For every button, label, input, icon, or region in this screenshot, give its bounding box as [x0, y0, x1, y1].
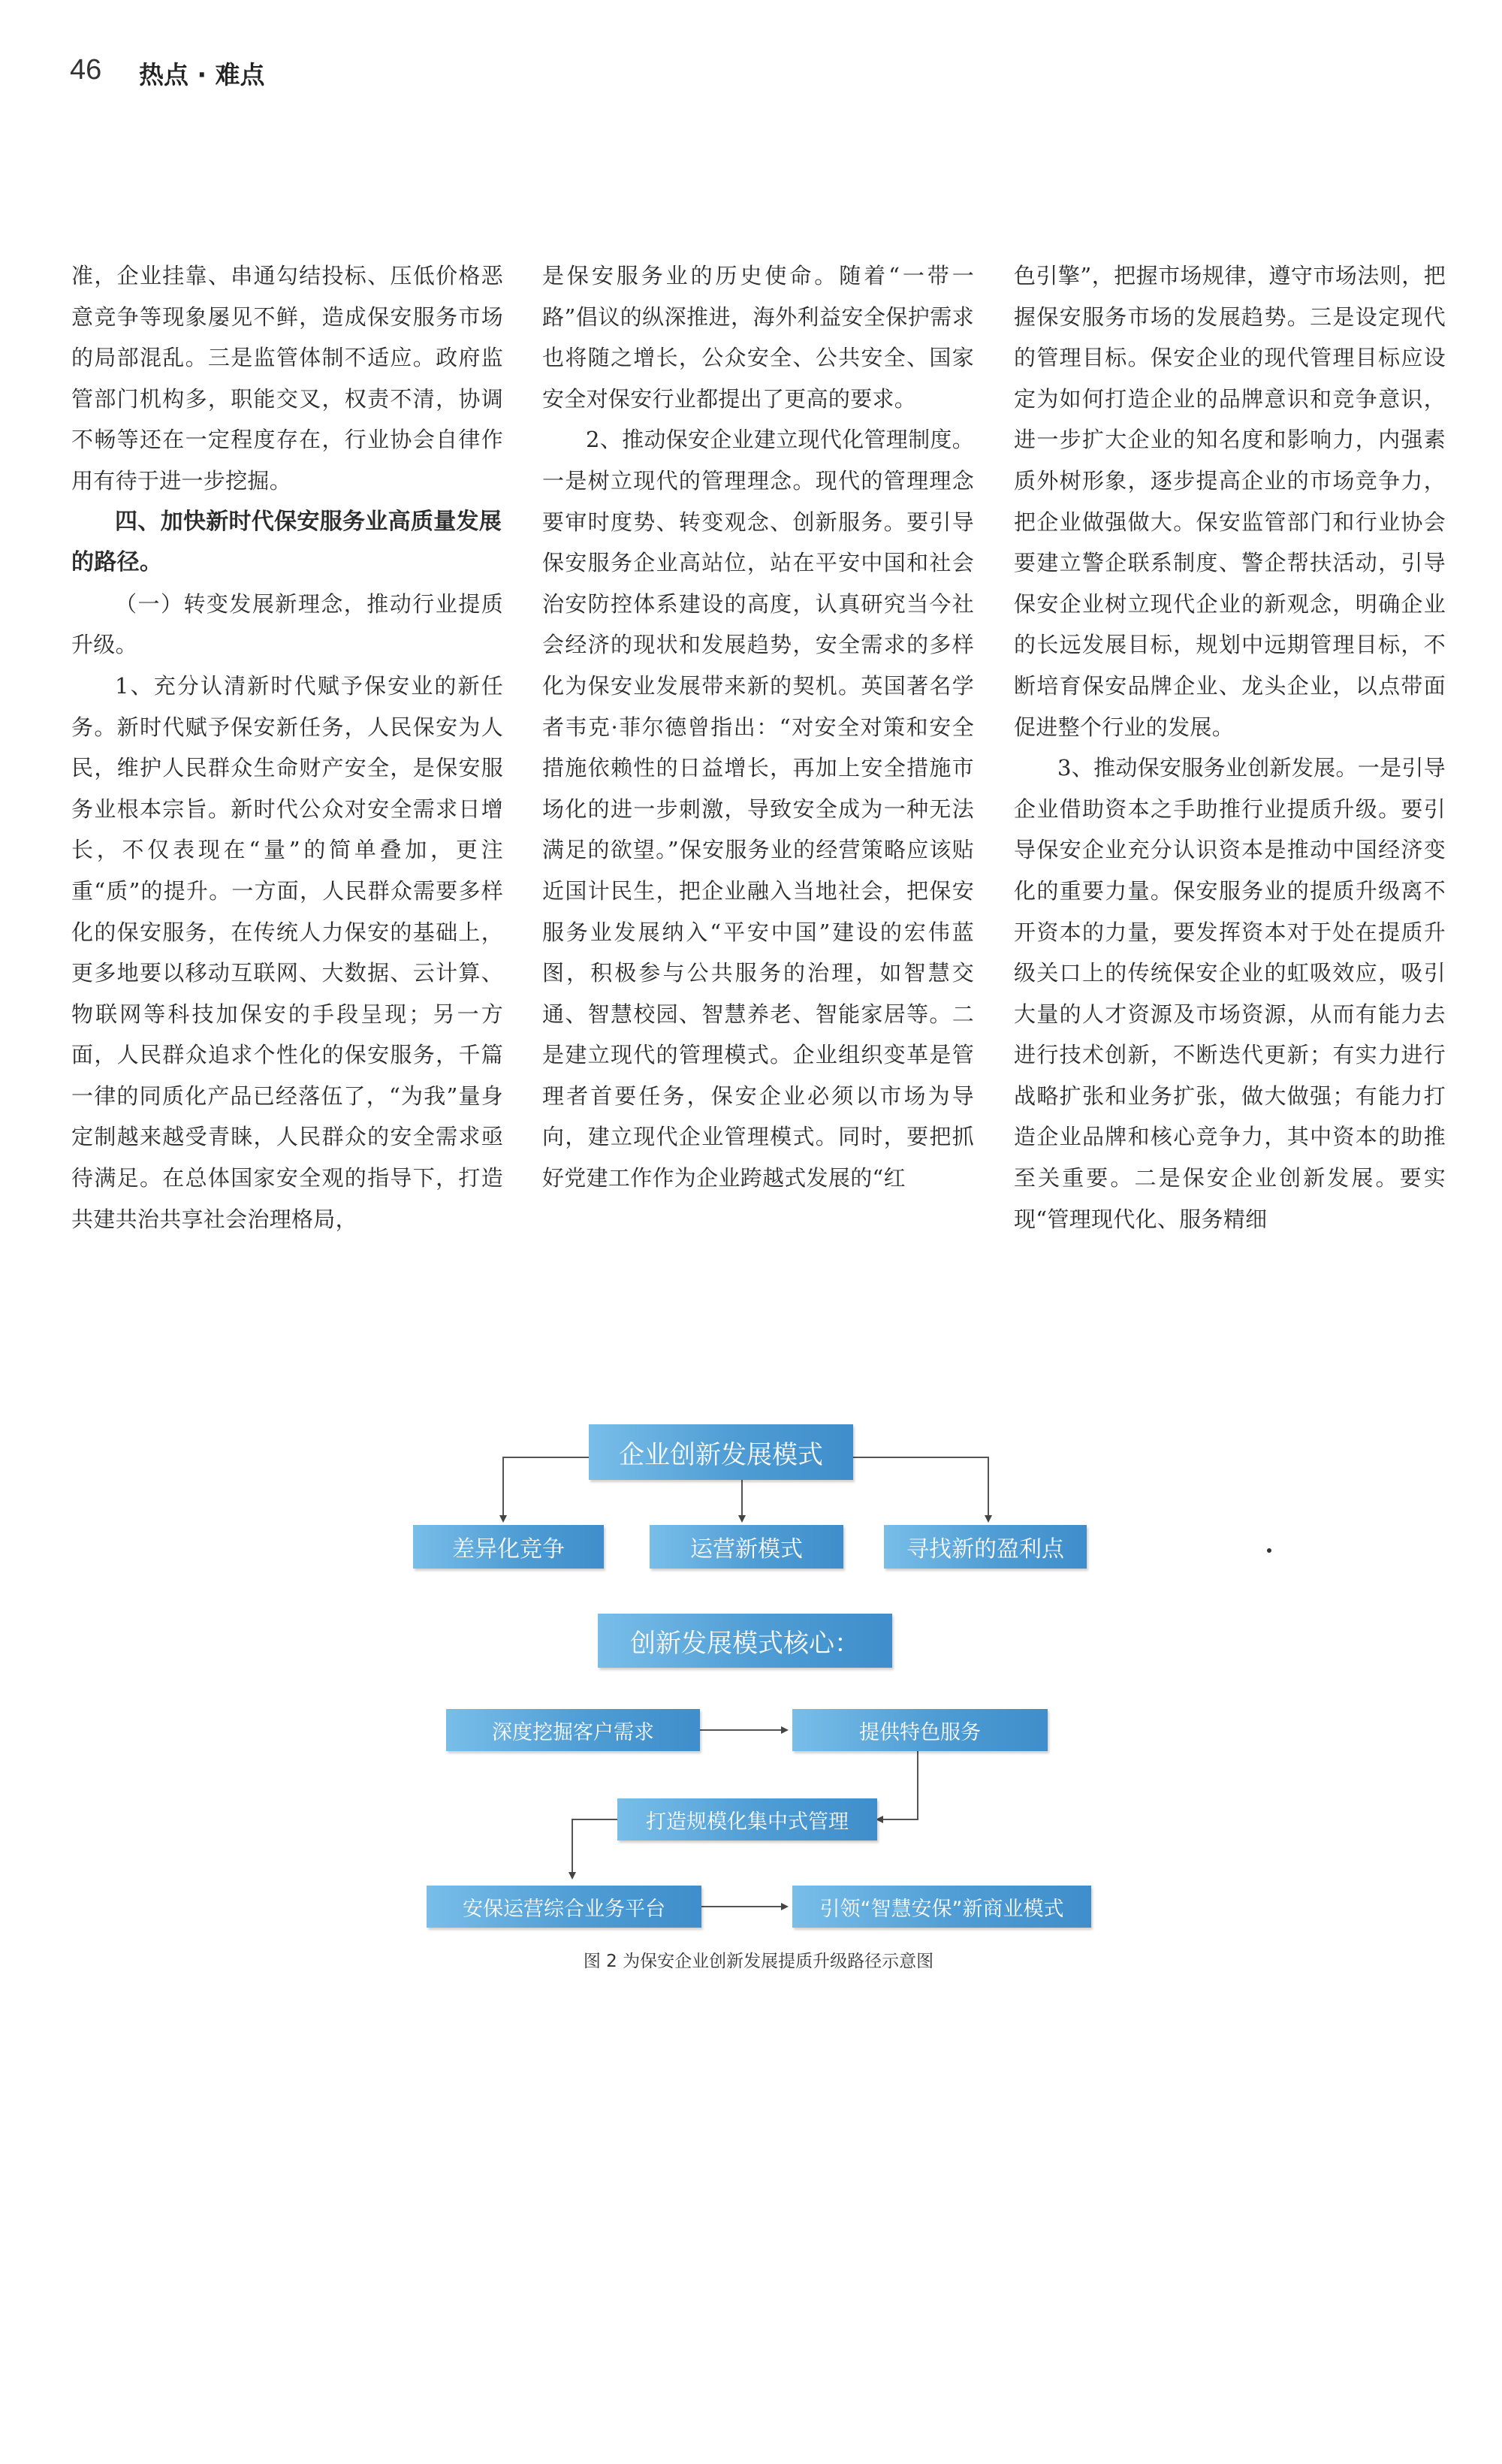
subsection-heading: （一）转变发展新理念，推动行业提质升级。 [71, 590, 503, 658]
paragraph: 3、推动保安服务业创新发展。一是引导企业借助资本之手助推行业提质升级。要引导保安企业充分认识资本是推动中国经济变化的重要力量。保安服务业的提质升级离不开资本的力量，要发挥资本对于处在提质升级关口上的传统保安企业的虹吸效应，吸引大量的人才资源及市场资源，从而有能力去进行技术创新，不断迭代更新；有实力进行战略扩张和业务扩张，做大做强；有能力打造企业品牌和核心竞争力，其中资本的助推至关重要。二是保安企业创新发展。要实现“管理现代化、服务精细 [1014, 755, 1446, 1232]
connector-arrow [572, 1819, 617, 1878]
connector-arrow [877, 1741, 918, 1819]
diagram-core-box: 创新发展模式核心： [598, 1614, 892, 1668]
diagram-step-box: 提供特色服务 [792, 1709, 1048, 1751]
diagram-step-box: 深度挖掘客户需求 [446, 1709, 700, 1751]
section-title: 热点 · 难点 [139, 60, 265, 89]
paragraph: 是保安服务业的历史使命。随着“一带一路”倡议的纵深推进，海外利益安全保护需求也将随之增长，公众安全、公共安全、国家安全对保安行业都提出了更高的要求。 [542, 263, 974, 412]
section-heading: 四、加快新时代保安服务业高质量发展的路径。 [71, 508, 502, 576]
diagram-branch-box: 寻找新的盈利点 [884, 1525, 1087, 1569]
page-number: 46 [70, 54, 102, 86]
diagram-connectors [391, 1412, 1126, 2464]
paragraph: 准，企业挂靠、串通勾结投标、压低价格恶意竞争等现象屡见不鲜，造成保安服务市场的局部混乱。三是监管体制不适应。政府监管部门机构多，职能交叉，权责不清，协调不畅等还在一定程度存在，行业协会自律作用有待于进一步挖掘。 [71, 263, 503, 494]
paragraph: 1、充分认清新时代赋予保安业的新任务。新时代赋予保安新任务，人民保安为人民，维护人民群众生命财产安全，是保安服务业根本宗旨。新时代公众对安全需求日增长，不仅表现在“量”的简单叠加，更注重“质”的提升。一方面，人民群众需要多样化的保安服务，在传统人力保安的基础上，更多地要以移动互联网、大数据、云计算、物联网等科技加保安的手段呈现；另一方面，人民群众追求个性化的保安服务，千篇一律的同质化产品已经落伍了，“为我”量身定制越来越受青睐，人民群众的安全需求亟待满足。在总体国家安全观的指导下，打造共建共治共享社会治理格局， [71, 672, 503, 1232]
diagram-branch-box: 运营新模式 [650, 1525, 843, 1569]
text-column-3 [1014, 255, 1446, 1337]
paragraph: 2、推动保安企业建立现代化管理制度。一是树立现代的管理理念。现代的管理理念要审时度势、转变观念、创新服务。要引导保安服务企业高站位，站在平安中国和社会治安防控体系建设的高度，认真研究当今社会经济的现状和发展趋势，安全需求的多样化为保安业发展带来新的契机。英国著名学者韦克·菲尔德曾指出：“对安全对策和安全措施依赖性的日益增长，再加上安全措施市场化的进一步刺激，导致安全成为一种无法满足的欲望。”保安服务业的经营策略应该贴近国计民生，把企业融入当地社会，把保安服务业发展纳入“平安中国”建设的宏伟蓝图，积极参与公共服务的治理，如智慧交通、智慧校园、智慧养老、智能家居等。二是建立现代的管理模式。企业组织变革是管理者首要任务，保安企业必须以市场为导向，建立现代企业管理模式。同时，要把抓好党建工作作为企业跨越式发展的“红 [542, 427, 974, 1191]
diagram-step-box: 引领“智慧安保”新商业模式 [792, 1886, 1091, 1928]
diagram-top-box: 企业创新发展模式 [589, 1424, 853, 1480]
text-column-1 [71, 255, 503, 1337]
stray-dot [1267, 1548, 1271, 1553]
paragraph: 色引擎”，把握市场规律，遵守市场法则，把握保安服务市场的发展趋势。三是设定现代的管理目标。保安企业的现代管理目标应设定为如何打造企业的品牌意识和竞争意识，进一步扩大企业的知名度和影响力，内强素质外树形象，逐步提高企业的市场竞争力，把企业做强做大。保安监管部门和行业协会要建立警企联系制度、警企帮扶活动，引导保安企业树立现代企业的新观念，明确企业的长远发展目标，规划中远期管理目标，不断培育保安品牌企业、龙头企业，以点带面促进整个行业的发展。 [1014, 263, 1446, 740]
diagram-step-box: 打造规模化集中式管理 [617, 1798, 877, 1840]
text-column-2 [542, 255, 974, 1337]
figure-caption: 图 2 为保安企业创新发展提质升级路径示意图 [583, 1952, 934, 1971]
diagram-step-box: 安保运营综合业务平台 [427, 1886, 701, 1928]
diagram-branch-box: 差异化竞争 [413, 1525, 604, 1569]
connector-arrow [503, 1457, 589, 1521]
flow-diagram [391, 1412, 1126, 2464]
